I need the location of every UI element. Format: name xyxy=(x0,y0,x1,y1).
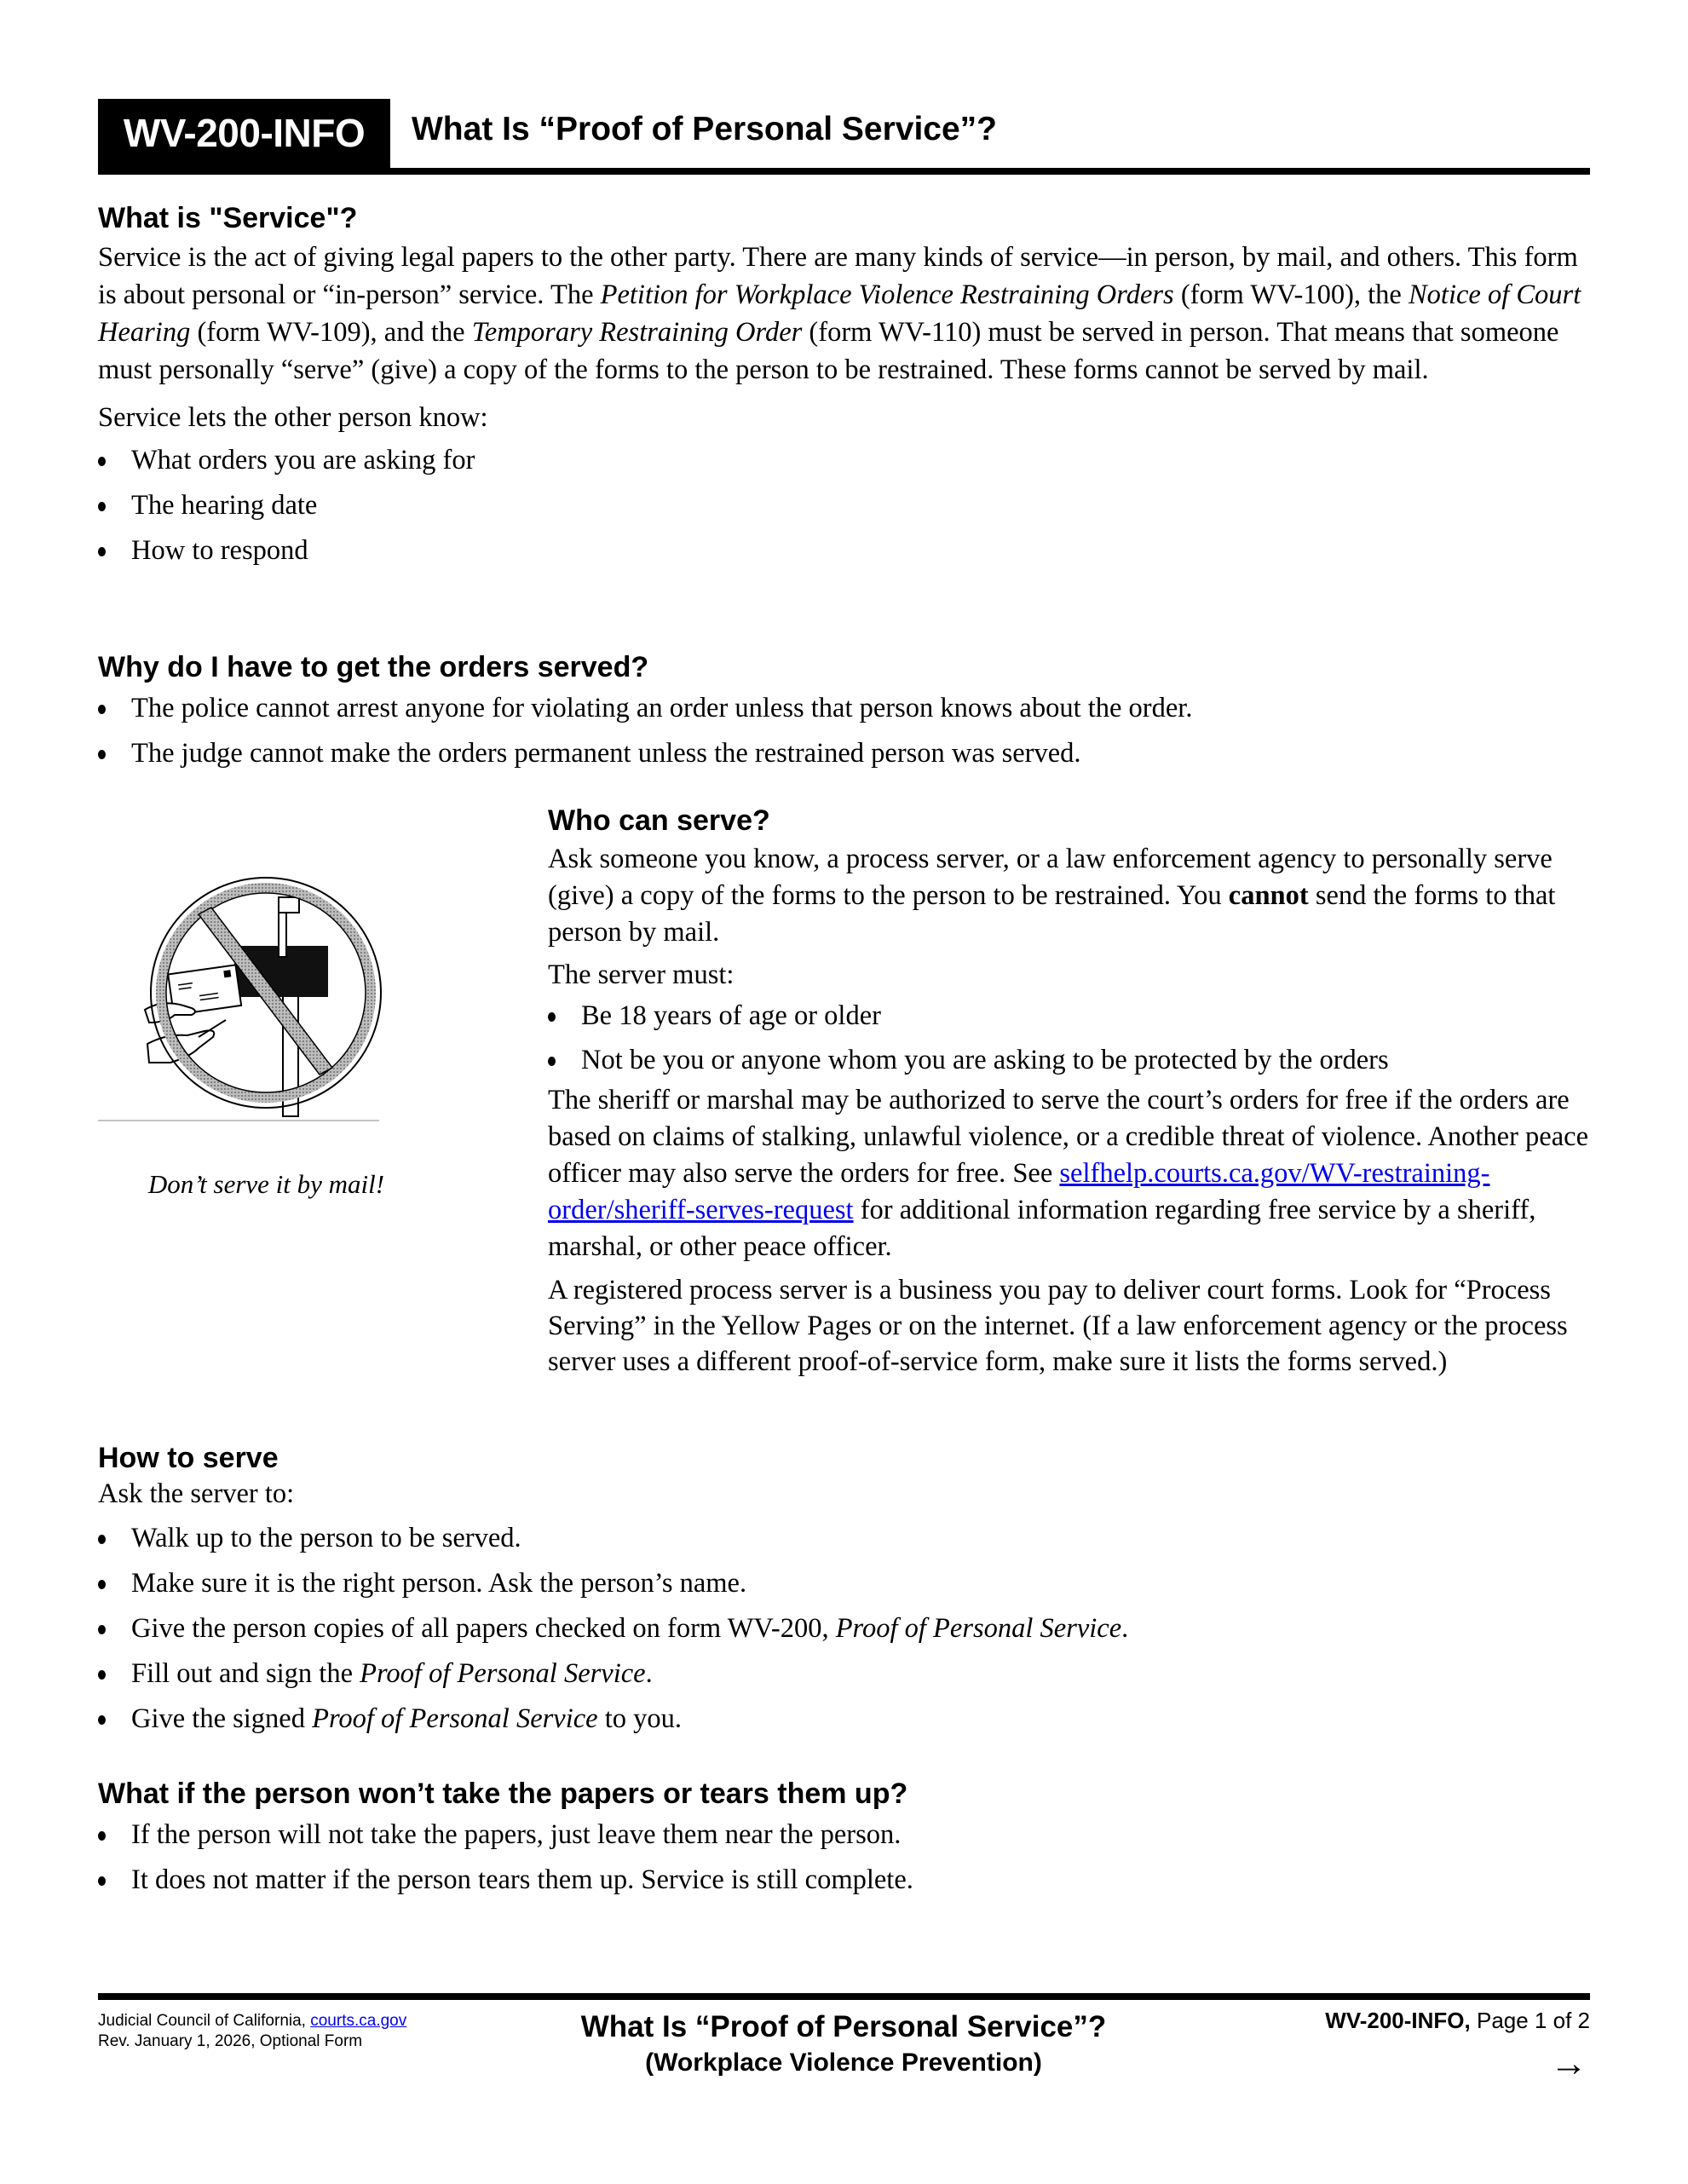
footer-org: Judicial Council of California, xyxy=(98,2012,311,2030)
form-title-italic: Petition for Workplace Violence Restraining Orders xyxy=(600,279,1174,310)
list-item xyxy=(98,483,1590,528)
footer-rule xyxy=(98,1993,1590,2000)
bullet-icon xyxy=(98,547,106,556)
bullet-icon xyxy=(98,1715,106,1725)
bullet-icon xyxy=(98,502,106,511)
no-mail-icon xyxy=(98,839,435,1142)
bullet-icon xyxy=(548,1012,556,1022)
list-item-text: If the person will not take the papers, just leave them near the person. xyxy=(131,1819,902,1850)
list-item xyxy=(98,731,1590,776)
footer-revision: Rev. January 1, 2026, Optional Form xyxy=(98,2032,363,2050)
form-title-italic: Proof of Personal Service xyxy=(835,1613,1122,1644)
paragraph: The server must: xyxy=(548,959,735,990)
section-what-is-service xyxy=(98,201,1590,573)
bullet-icon xyxy=(98,1535,106,1544)
footer-subtitle: (Workplace Violence Prevention) xyxy=(645,2049,1042,2077)
list-item xyxy=(98,1651,1590,1697)
section-why-served xyxy=(98,650,1590,776)
bullet-list xyxy=(548,994,1596,1082)
list-item xyxy=(98,1561,1590,1606)
header-rule xyxy=(98,168,1590,175)
no-mail-illustration xyxy=(98,839,435,1142)
section-heading: Who can serve? xyxy=(548,804,770,837)
list-item-text: How to respond xyxy=(131,535,308,566)
paragraph: Ask the server to: xyxy=(98,1478,295,1509)
list-item-text: Give the person copies of all papers checked on form WV-200, xyxy=(131,1613,836,1644)
bullet-icon xyxy=(98,705,106,714)
list-item xyxy=(98,438,1590,483)
section-heading: How to serve xyxy=(98,1442,279,1474)
list-item xyxy=(98,1516,1590,1561)
footer-form-code: WV-200-INFO, xyxy=(1325,2008,1471,2033)
form-title-italic: Proof of Personal Service xyxy=(312,1703,598,1734)
footer-title: What Is “Proof of Personal Service”? xyxy=(580,2010,1107,2043)
list-item-text: to you. xyxy=(597,1703,682,1734)
list-item-text: Fill out and sign the xyxy=(131,1658,360,1689)
bullet-icon xyxy=(98,1580,106,1589)
paragraph xyxy=(98,239,1590,389)
bullet-icon xyxy=(98,1670,106,1680)
list-item-text: The police cannot arrest anyone for violating an order unless that person knows about the order. xyxy=(131,693,1193,723)
section-how-to-serve xyxy=(98,1441,1590,1742)
section-heading: What is "Service"? xyxy=(98,202,358,234)
list-item xyxy=(98,1858,1590,1903)
section-heading: What if the person won’t take the papers or tears them up? xyxy=(98,1778,908,1810)
form-title-italic: Proof of Personal Service xyxy=(360,1658,646,1689)
section-heading: Why do I have to get the orders served? xyxy=(98,651,649,683)
emphasis-bold: cannot xyxy=(1228,880,1309,911)
bullet-list xyxy=(98,1812,1590,1903)
list-item-text: It does not matter if the person tears them up. Service is still complete. xyxy=(131,1864,913,1895)
form-title-italic: Notice of Court Hearing xyxy=(98,279,1581,348)
list-item-text: Make sure it is the right person. Ask the person’s name. xyxy=(131,1568,747,1599)
bullet-icon xyxy=(548,1057,556,1066)
list-item-text: The hearing date xyxy=(131,490,318,521)
text: The sheriff or marshal may be authorized to serve the court’s orders for free if the orders are based on claims of stalking, unlawful violence, or a credible threat of violence. Another peace officer may also serve the orders for free. See xyxy=(548,1085,1589,1189)
form-code-badge: WV-200-INFO xyxy=(98,99,390,175)
bullet-icon xyxy=(98,750,106,759)
footer-org-line xyxy=(98,2011,406,2031)
courts-ca-gov-link[interactable]: courts.ca.gov xyxy=(310,2012,407,2030)
list-item-text: . xyxy=(645,1658,653,1689)
list-item-text: What orders you are asking for xyxy=(131,445,475,475)
form-header xyxy=(98,99,1590,175)
page-title: What Is “Proof of Personal Service”? xyxy=(412,111,997,147)
paragraph xyxy=(548,1082,1596,1265)
list-item-text: Not be you or anyone whom you are asking to be protected by the orders xyxy=(581,1045,1389,1075)
list-item-text: The judge cannot make the orders permanent unless the restrained person was served. xyxy=(131,738,1081,769)
list-item-text: Walk up to the person to be served. xyxy=(131,1523,521,1553)
list-item-text: Be 18 years of age or older xyxy=(581,1000,881,1031)
text: for additional information regarding free service by a sheriff, marshal, or other peace officer. xyxy=(548,1195,1536,1262)
list-item xyxy=(98,1812,1590,1858)
list-item xyxy=(98,528,1590,573)
bullet-list xyxy=(98,1516,1590,1742)
text: (form WV-109), and the xyxy=(190,317,472,348)
footer-publisher xyxy=(98,2011,406,2052)
bullet-icon xyxy=(98,1831,106,1841)
next-page-arrow-icon[interactable]: → xyxy=(1550,2043,1587,2084)
section-wont-take-papers xyxy=(98,1777,1590,1903)
text: (form WV-100), the xyxy=(1173,279,1409,310)
form-title-italic: Temporary Restraining Order xyxy=(471,317,803,348)
text: send the forms to that person by mail. xyxy=(548,880,1556,948)
list-item xyxy=(548,994,1596,1038)
sheriff-serves-request-link[interactable]: selfhelp.courts.ca.gov/WV-restraining-order/sheriff-serves-request xyxy=(548,1158,1490,1225)
list-item xyxy=(98,1606,1590,1651)
footer-page-info xyxy=(1325,2008,1590,2034)
section-who-can-serve xyxy=(548,804,1596,1380)
bullet-list xyxy=(98,686,1590,776)
text: Service is the act of giving legal papers to the other party. There are many kinds of service—in person, by mail, and others. This form is about personal or “in-person” service. The xyxy=(98,242,1578,310)
text: Ask someone you know, a process server, or a law enforcement agency to personally serve (give) a copy of the forms to the person to be restrained. You xyxy=(548,844,1553,911)
paragraph xyxy=(548,841,1596,951)
list-item-text: . xyxy=(1121,1613,1129,1644)
bullet-icon xyxy=(98,1876,106,1886)
list-item xyxy=(548,1038,1596,1082)
bullet-icon xyxy=(98,457,106,466)
paragraph: A registered process server is a business you pay to deliver court forms. Look for “Process Serving” in the Yellow Pages or on the internet. (If a law enforcement agency or the process server uses a different proof-of-service form, make sure it lists the forms served.) xyxy=(548,1275,1568,1377)
paragraph: Service lets the other person know: xyxy=(98,402,488,433)
text: (form WV-110) must be served in person. That means that someone must personally “serve” (give) a copy of the forms to the person to be restrained. These forms cannot be served by mail. xyxy=(98,317,1559,385)
footer-title-block xyxy=(477,2009,1210,2081)
list-item xyxy=(98,1697,1590,1742)
page-number: Page 1 of 2 xyxy=(1470,2008,1590,2033)
bullet-list xyxy=(98,438,1590,573)
list-item xyxy=(98,686,1590,731)
figure-caption: Don’t serve it by mail! xyxy=(147,1169,385,1199)
list-item-text: Give the signed xyxy=(131,1703,313,1734)
bullet-icon xyxy=(98,1625,106,1634)
